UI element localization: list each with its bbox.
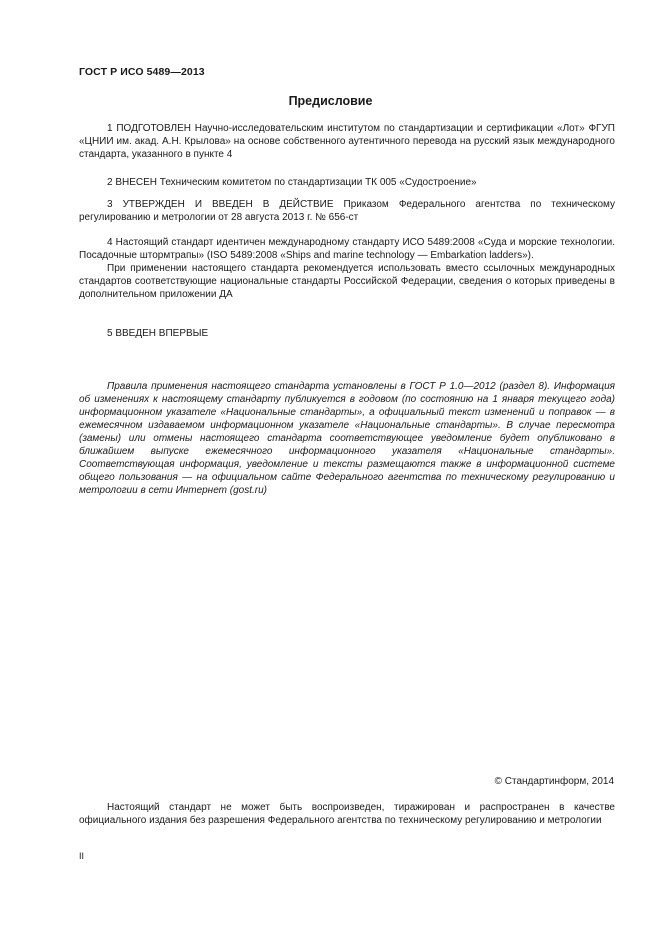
item-4-note: При применении настоящего стандарта рекомендуется использовать вместо ссылочных международных стандартов соответствующие национальные стандарты Российской Федерации, сведения о которых приведены в дополнительном приложении ДА xyxy=(79,263,615,300)
item-5 xyxy=(79,327,615,340)
reproduction-notice: Настоящий стандарт не может быть воспроизведен, тиражирован и распространен в качестве официального издания без разрешения Федерального агентства по техническому регулированию и метрологии xyxy=(79,802,615,826)
rules-note: Правила применения настоящего стандарта установлены в ГОСТ Р 1.0—2012 (раздел 8). Информация об изменениях к настоящему стандарту публикуется в годовом (по состоянию на 1 января текущего года) информационном указателе «Национальные стандарты», а официальный текст изменений и поправок — в ежемесячном издаваемом информационном указателе «Национальные стандарты». В случае пересмотра (замены) или отмены настоящего стандарта соответствующее уведомление будет опубликовано в ближайшем выпуске ежемесячного информационного указателя «Национальные стандарты». Соответствующая информация, уведомление и тексты размещаются также в информационной системе общего пользования — на официальном сайте Федерального агентства по техническому регулированию и метрологии в сети Интернет (gost.ru) xyxy=(79,381,615,496)
item-4-text: 4 Настоящий стандарт идентичен международному стандарту ИСО 5489:2008 «Суда и морские технологии. Посадочные штормтрапы» (ISO 5489:2008 «Ships and marine technology — Embarkation ladders»). xyxy=(79,237,615,261)
item-2 xyxy=(79,176,615,189)
item-3 xyxy=(79,198,615,224)
copyright: © Стандартинформ, 2014 xyxy=(494,776,614,787)
page-title: Предисловие xyxy=(288,94,373,108)
standard-code-header: ГОСТ Р ИСО 5489—2013 xyxy=(79,66,205,78)
page-number: II xyxy=(79,851,85,861)
item-1-text: 1 ПОДГОТОВЛЕН Научно-исследовательским институтом по стандартизации и сертификации «Лот» ФГУП «ЦНИИ им. акад. А.Н. Крылова» на основе собственного аутентичного перевода на русский язык международного стандарта, указанного в пункте 4 xyxy=(79,123,615,160)
item-3-text: 3 УТВЕРЖДЕН И ВВЕДЕН В ДЕЙСТВИЕ Приказом Федерального агентства по техническому регулированию и метрологии от 28 августа 2013 г. № 656-ст xyxy=(79,199,615,223)
item-5-text: 5 ВВЕДЕН ВПЕРВЫЕ xyxy=(107,328,209,339)
item-1 xyxy=(79,122,615,161)
item-4 xyxy=(79,236,615,301)
item-2-text: 2 ВНЕСЕН Техническим комитетом по стандартизации ТК 005 «Судостроение» xyxy=(107,177,477,188)
